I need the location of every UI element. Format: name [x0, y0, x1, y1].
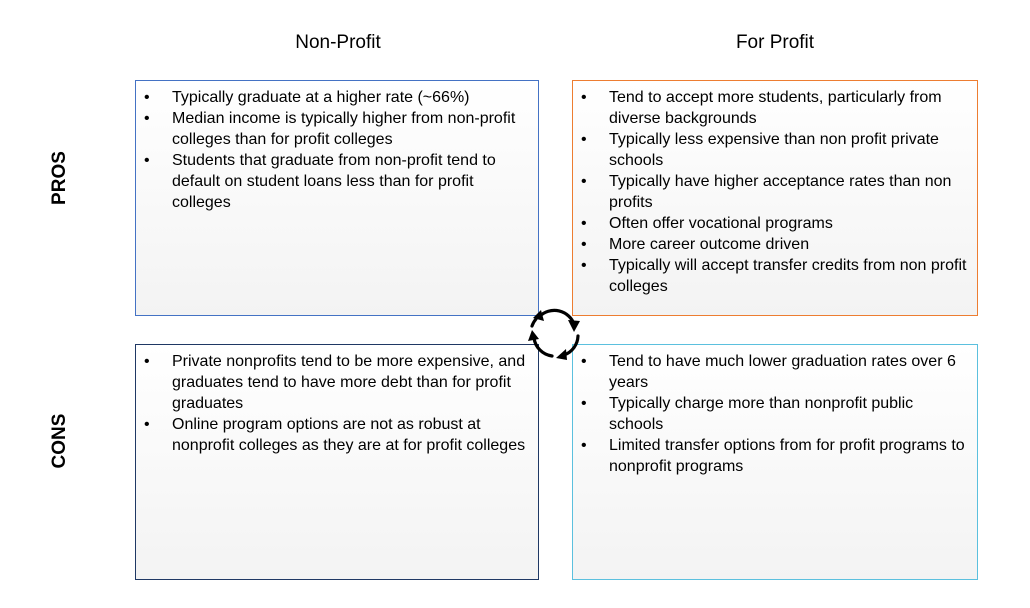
list-item: • Online program options are not as robust at nonprofit colleges as they are at for profit colleges — [144, 414, 530, 456]
list-item: • Tend to have much lower graduation rates over 6 years — [581, 351, 969, 393]
list-item: • Typically graduate at a higher rate (~66%) — [144, 87, 530, 108]
list-item: • Private nonprofits tend to be more expensive, and graduates tend to have more debt than for profit graduates — [144, 351, 530, 414]
column-header-forprofit: For Profit — [735, 32, 815, 53]
list-item: • Typically have higher acceptance rates than non profits — [581, 171, 969, 213]
nonprofit-pros-box — [135, 80, 539, 316]
column-header-nonprofit: Non-Profit — [295, 32, 381, 53]
forprofit-pros-box — [572, 80, 978, 316]
row-header-cons: CONS — [49, 413, 70, 469]
list-item: • Typically will accept transfer credits from non profit colleges — [581, 255, 969, 297]
list-item: • Students that graduate from non-profit tend to default on student loans less than for profit colleges — [144, 150, 530, 213]
forprofit-cons-list — [581, 351, 969, 477]
list-item: • Limited transfer options from for profit programs to nonprofit programs — [581, 435, 969, 477]
forprofit-cons-box — [572, 344, 978, 580]
row-header-pros: PROS — [49, 151, 70, 205]
nonprofit-cons-box — [135, 344, 539, 580]
list-item: • Often offer vocational programs — [581, 213, 969, 234]
list-item: • Median income is typically higher from non-profit colleges than for profit colleges — [144, 108, 530, 150]
nonprofit-cons-list — [144, 351, 530, 456]
list-item: • Typically charge more than nonprofit public schools — [581, 393, 969, 435]
forprofit-pros-list — [581, 87, 969, 297]
cycle-arrows-icon — [526, 304, 582, 360]
list-item: • Typically less expensive than non profit private schools — [581, 129, 969, 171]
nonprofit-pros-list — [144, 87, 530, 213]
list-item: • Tend to accept more students, particularly from diverse backgrounds — [581, 87, 969, 129]
list-item: • More career outcome driven — [581, 234, 969, 255]
